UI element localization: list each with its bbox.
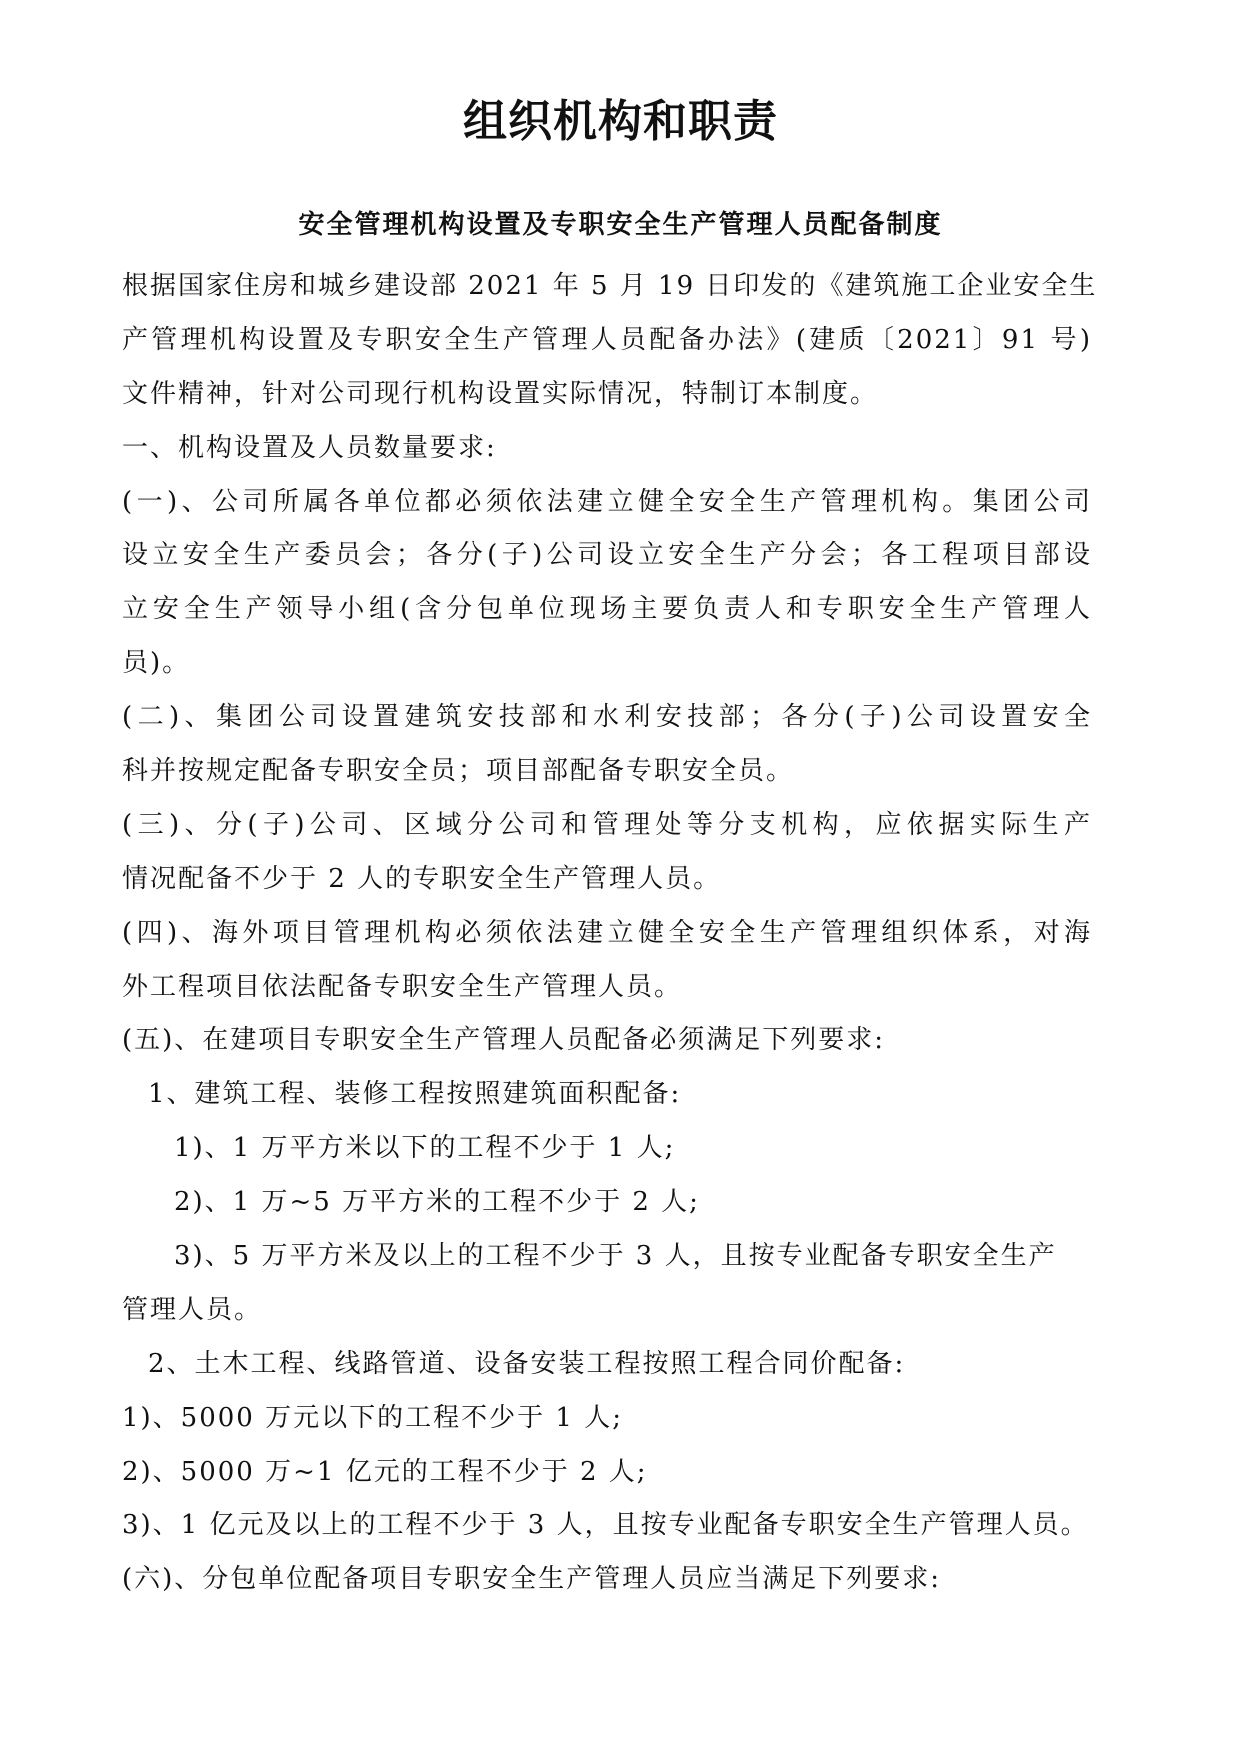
paragraph-line: (六)、分包单位配备项目专职安全生产管理人员应当满足下列要求:	[122, 1564, 942, 1595]
list-item: 2)、5000 万~1 亿元的工程不少于 2 人;	[122, 1456, 648, 1487]
section-heading: 一、机构设置及人员数量要求:	[122, 432, 497, 463]
paragraph-line: 产管理机构设置及专职安全生产管理人员配备办法》(建质〔2021〕91 号)	[122, 324, 1092, 355]
list-item: 3)、5 万平方米及以上的工程不少于 3 人，且按专业配备专职安全生产	[174, 1241, 1057, 1272]
paragraph-line: (一)、公司所属各单位都必须依法建立健全安全生产管理机构。集团公司	[122, 486, 1092, 517]
list-item: 1)、1 万平方米以下的工程不少于 1 人;	[174, 1133, 676, 1164]
list-item: 1、建筑工程、装修工程按照建筑面积配备:	[148, 1079, 682, 1110]
paragraph-line: 员)。	[122, 648, 191, 679]
paragraph-line: 设立安全生产委员会；各分(子)公司设立安全生产分会；各工程项目部设	[122, 540, 1092, 571]
paragraph-line: (五)、在建项目专职安全生产管理人员配备必须满足下列要求:	[122, 1025, 886, 1056]
paragraph-line: 情况配备不少于 2 人的专职安全生产管理人员。	[122, 863, 722, 894]
paragraph-line: (四)、海外项目管理机构必须依法建立健全安全生产管理组织体系，对海	[122, 917, 1092, 948]
paragraph-line: (三)、分(子)公司、区域分公司和管理处等分支机构，应依据实际生产	[122, 809, 1092, 840]
list-item: 2)、1 万~5 万平方米的工程不少于 2 人;	[174, 1187, 700, 1218]
list-item: 3)、1 亿元及以上的工程不少于 3 人，且按专业配备专职安全生产管理人员。	[122, 1510, 1089, 1541]
paragraph-line: 立安全生产领导小组(含分包单位现场主要负责人和专职安全生产管理人	[122, 594, 1092, 625]
section-subtitle: 安全管理机构设置及专职安全生产管理人员配备制度	[298, 210, 943, 240]
body-text	[122, 260, 1098, 1607]
paragraph-line: 科并按规定配备专职安全员；项目部配备专职安全员。	[122, 756, 795, 787]
list-item: 2、土木工程、线路管道、设备安装工程按照工程合同价配备:	[148, 1348, 906, 1379]
paragraph-line: 外工程项目依法配备专职安全生产管理人员。	[122, 971, 683, 1002]
paragraph-line: (二)、集团公司设置建筑安技部和水利安技部；各分(子)公司设置安全	[122, 702, 1092, 733]
paragraph-line: 根据国家住房和城乡建设部 2021 年 5 月 19 日印发的《建筑施工企业安全生	[122, 271, 1098, 301]
list-item: 1)、5000 万元以下的工程不少于 1 人;	[122, 1402, 623, 1433]
paragraph-line: 文件精神，针对公司现行机构设置实际情况，特制订本制度。	[122, 378, 879, 409]
page-title: 组织机构和职责	[463, 96, 778, 147]
list-item-continuation: 管理人员。	[122, 1294, 263, 1325]
